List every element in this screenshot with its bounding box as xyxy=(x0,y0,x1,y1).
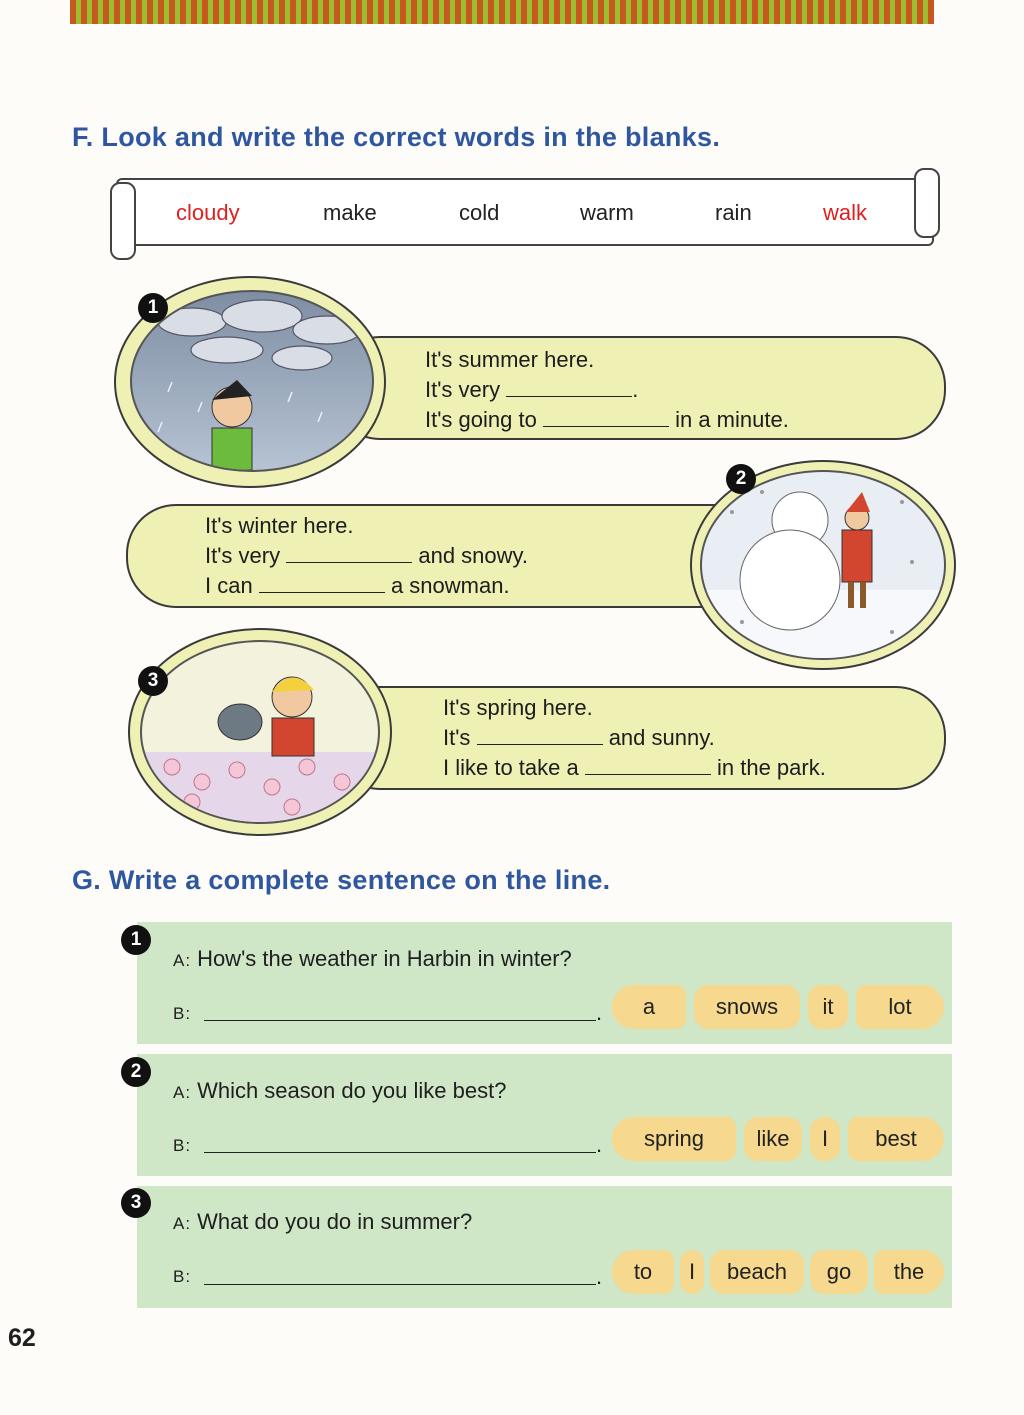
f3-line-3: I like to take a in the park. xyxy=(443,755,826,780)
word-chip: it xyxy=(808,985,848,1029)
number-badge-g1: 1 xyxy=(121,925,151,955)
word-chip: go xyxy=(810,1250,868,1294)
f2-line-2: It's very and snowy. xyxy=(205,543,529,568)
answer-blank[interactable] xyxy=(506,378,632,397)
scroll-curl-right xyxy=(914,168,940,238)
word-bank-cold: cold xyxy=(459,200,500,225)
answer-blank[interactable] xyxy=(543,408,669,427)
g1-line-end: . xyxy=(596,1000,603,1025)
f1-line-3: It's going to in a minute. xyxy=(425,407,789,432)
f3-line-2: It's and sunny. xyxy=(443,725,715,750)
g3-b-tag: B: xyxy=(173,1267,192,1286)
g2-line-end: . xyxy=(596,1132,603,1157)
g1-b-tag: B: xyxy=(173,1004,192,1023)
word-chip: lot xyxy=(856,985,944,1029)
word-chip: best xyxy=(848,1117,944,1161)
word-chip: beach xyxy=(710,1250,804,1294)
answer-blank[interactable] xyxy=(286,544,412,563)
word-chip: the xyxy=(874,1250,944,1294)
decorative-top-border xyxy=(70,0,934,24)
spring-flowers-scene xyxy=(140,640,380,824)
g3-line-end: . xyxy=(596,1264,603,1289)
word-bank-cloudy: cloudy xyxy=(176,200,240,225)
f2-line-1: It's winter here. xyxy=(205,513,354,538)
g1-answer-line[interactable] xyxy=(204,1020,596,1021)
word-chip: I xyxy=(810,1117,840,1161)
number-badge-f2: 2 xyxy=(726,464,756,494)
word-bank-walk: walk xyxy=(823,200,868,225)
g1-question: A: How's the weather in Harbin in winter? xyxy=(173,946,572,971)
word-bank-rain: rain xyxy=(715,200,752,225)
section-g-title: G. Write a complete sentence on the line. xyxy=(72,865,611,895)
f1-line-1: It's summer here. xyxy=(425,347,595,372)
f1-line-2: It's very . xyxy=(425,377,639,402)
g3-question: A: What do you do in summer? xyxy=(173,1209,473,1234)
answer-blank[interactable] xyxy=(259,574,385,593)
f3-line-1: It's spring here. xyxy=(443,695,593,720)
word-bank-make: make xyxy=(323,200,377,225)
number-badge-g3: 3 xyxy=(121,1188,151,1218)
f2-line-3: I can a snowman. xyxy=(205,573,510,598)
snowman-scene xyxy=(700,470,946,660)
word-chip: a xyxy=(612,985,686,1029)
word-chip: to xyxy=(612,1250,674,1294)
g2-answer-line[interactable] xyxy=(204,1152,596,1153)
number-badge-g2: 2 xyxy=(121,1057,151,1087)
g2-question: A: Which season do you like best? xyxy=(173,1078,507,1103)
g3-answer-line[interactable] xyxy=(204,1284,596,1285)
number-badge-f1: 1 xyxy=(138,293,168,323)
section-f-title: F. Look and write the correct words in the blanks. xyxy=(72,122,721,152)
answer-blank[interactable] xyxy=(585,756,711,775)
word-bank-warm: warm xyxy=(580,200,634,225)
g2-b-tag: B: xyxy=(173,1136,192,1155)
word-chip: I xyxy=(680,1250,704,1294)
word-chip: like xyxy=(744,1117,802,1161)
answer-blank[interactable] xyxy=(477,726,603,745)
word-chip: spring xyxy=(612,1117,736,1161)
rain-scene xyxy=(130,290,374,472)
number-badge-f3: 3 xyxy=(138,666,168,696)
scroll-curl-left xyxy=(110,182,136,260)
page-number: 62 xyxy=(8,1324,36,1352)
word-chip: snows xyxy=(694,985,800,1029)
